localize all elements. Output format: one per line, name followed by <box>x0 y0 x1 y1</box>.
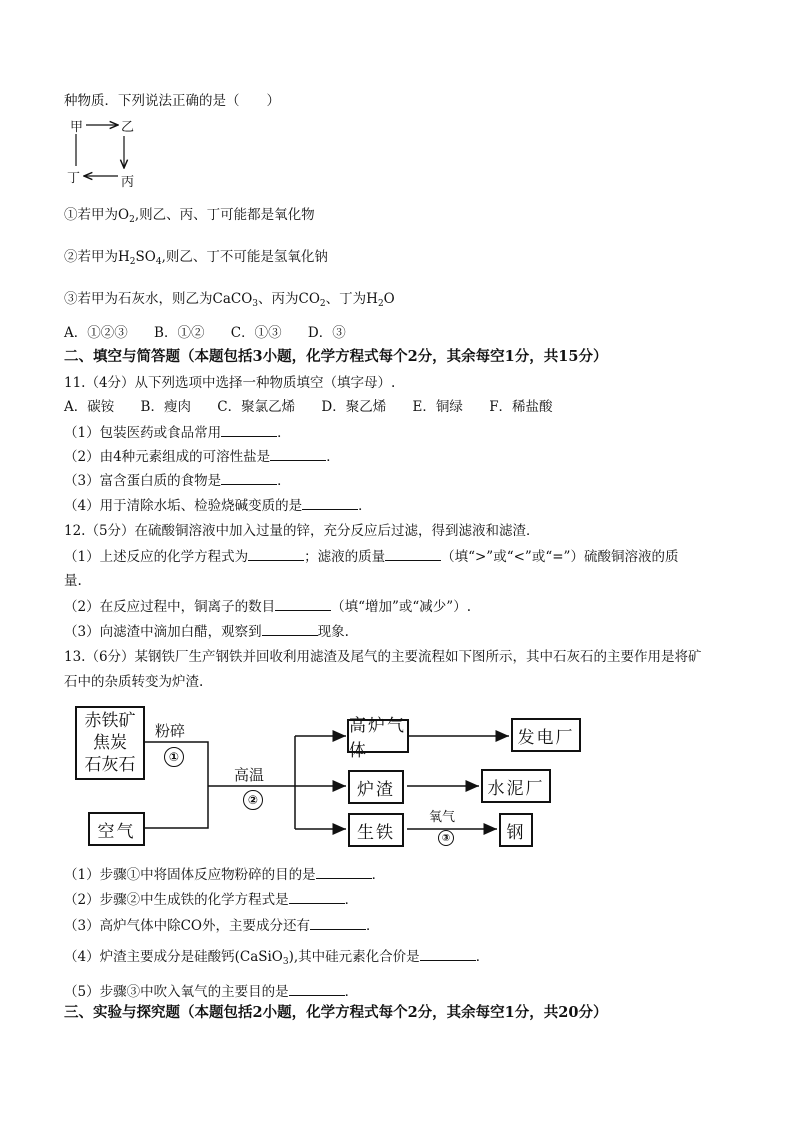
q13-stem-line-1: 13.（6分）某钢铁厂生产钢铁并回收利用滤渣及尾气的主要流程如下图所示，其中石灰石的主要作用是将矿 <box>64 649 702 665</box>
answer-blank[interactable] <box>289 983 345 996</box>
statement-1: ①若甲为$O_2$,则乙、丙、丁可能都是氧化物 <box>64 207 315 225</box>
cement-plant-box: 水泥厂 <box>481 769 551 803</box>
q11-choice-d: D．聚乙烯 <box>321 399 387 415</box>
option-b[interactable]: B．①② <box>154 325 205 341</box>
option-d[interactable]: D．③ <box>307 325 346 341</box>
square-label-bing: 丙 <box>121 175 135 190</box>
q13-part-4: （4）炉渣主要成分是硅酸钙(CaSiO$_3$),其中硅元素化合价是 ． <box>64 949 490 967</box>
q11-part-3: （3）富含蛋白质的食物是 ． <box>64 473 291 489</box>
raw-materials-box: 赤铁矿 焦炭 石灰石 <box>75 706 145 780</box>
q11-choice-f: F．稀盐酸 <box>489 399 553 415</box>
option-a[interactable]: A．①②③ <box>64 325 128 341</box>
q13-part-5: （5）步骤③中吹入氧气的主要目的是 ． <box>64 984 359 1000</box>
q11-choice-a: A．碳铵 <box>64 399 115 415</box>
step-2-marker: ② <box>243 790 263 810</box>
air-box: 空气 <box>88 812 145 846</box>
option-c[interactable]: C．①③ <box>230 325 282 341</box>
q13-part-3: （3）高炉气体中除CO外，主要成分还有 ． <box>64 918 380 934</box>
q12-stem: 12.（5分）在硫酸铜溶液中加入过量的锌，充分反应后过滤，得到滤液和滤渣． <box>64 523 540 539</box>
q11-choice-e: E．铜绿 <box>412 399 463 415</box>
oxygen-label: 氧气 <box>429 810 456 825</box>
statement-3: ③若甲为石灰水，则乙为CaCO$_3$、丙为$CO_2$、丁为$H_2O$ <box>64 291 395 309</box>
crush-label: 粉碎 <box>155 722 186 740</box>
square-label-ding: 丁 <box>67 171 81 186</box>
power-plant-box: 发电厂 <box>511 718 581 752</box>
q11-part-1: （1）包装医药或食品常用 ． <box>64 425 291 441</box>
question-intro: 种物质．下列说法正确的是（ ） <box>64 93 280 109</box>
q11-part-4: （4）用于清除水垢、检验烧碱变质的是 ． <box>64 498 372 514</box>
answer-blank[interactable] <box>289 891 345 904</box>
statement-2: ②若甲为$H_2SO_4$,则乙、丁不可能是氢氧化钠 <box>64 249 328 267</box>
answer-blank[interactable] <box>316 866 372 879</box>
square-label-jia: 甲 <box>70 120 84 135</box>
q13-part-2: （2）步骤②中生成铁的化学方程式是 ． <box>64 892 359 908</box>
q13-stem-line-2: 石中的杂质转变为炉渣. <box>64 674 204 690</box>
section-3-heading: 三、实验与探究题（本题包括2小题，化学方程式每个2分，其余每空1分，共20分） <box>64 1004 608 1021</box>
section-2-heading: 二、填空与简答题（本题包括3小题，化学方程式每个2分，其余每空1分，共15分） <box>64 348 608 365</box>
q12-part-1-cont: 量. <box>64 573 82 589</box>
q13-part-1: （1）步骤①中将固体反应物粉碎的目的是 ． <box>64 867 386 883</box>
q11-choice-b: B．瘦肉 <box>140 399 191 415</box>
slag-box: 炉渣 <box>348 770 404 804</box>
high-temperature-label: 高温 <box>234 766 265 784</box>
step-3-marker: ③ <box>438 830 454 846</box>
q11-stem: 11.（4分）从下列选项中选择一种物质填空（填字母）. <box>64 375 396 391</box>
pig-iron-box: 生铁 <box>348 813 404 847</box>
q12-part-2: （2）在反应过程中，铜离子的数目 （填“增加”或“减少”）. <box>64 599 471 615</box>
answer-blank[interactable] <box>420 948 476 961</box>
q11-part-2: （2）由4种元素组成的可溶性盐是 ． <box>64 449 340 465</box>
step-1-marker: ① <box>164 747 184 767</box>
q12-part-3: （3）向滤渣中滴加白醋，观察到 现象. <box>64 624 349 640</box>
answer-blank[interactable] <box>310 917 366 930</box>
q11-choice-c: C．聚氯乙烯 <box>217 399 296 415</box>
q12-part-1: （1）上述反应的化学方程式为 ；滤液的质量 （填“>”或“<”或“=”）硫酸铜溶液的质 <box>64 549 679 565</box>
square-label-yi: 乙 <box>121 120 135 135</box>
blast-furnace-gas-box: 高炉气体 <box>347 719 409 753</box>
steel-box: 钢 <box>499 813 533 847</box>
